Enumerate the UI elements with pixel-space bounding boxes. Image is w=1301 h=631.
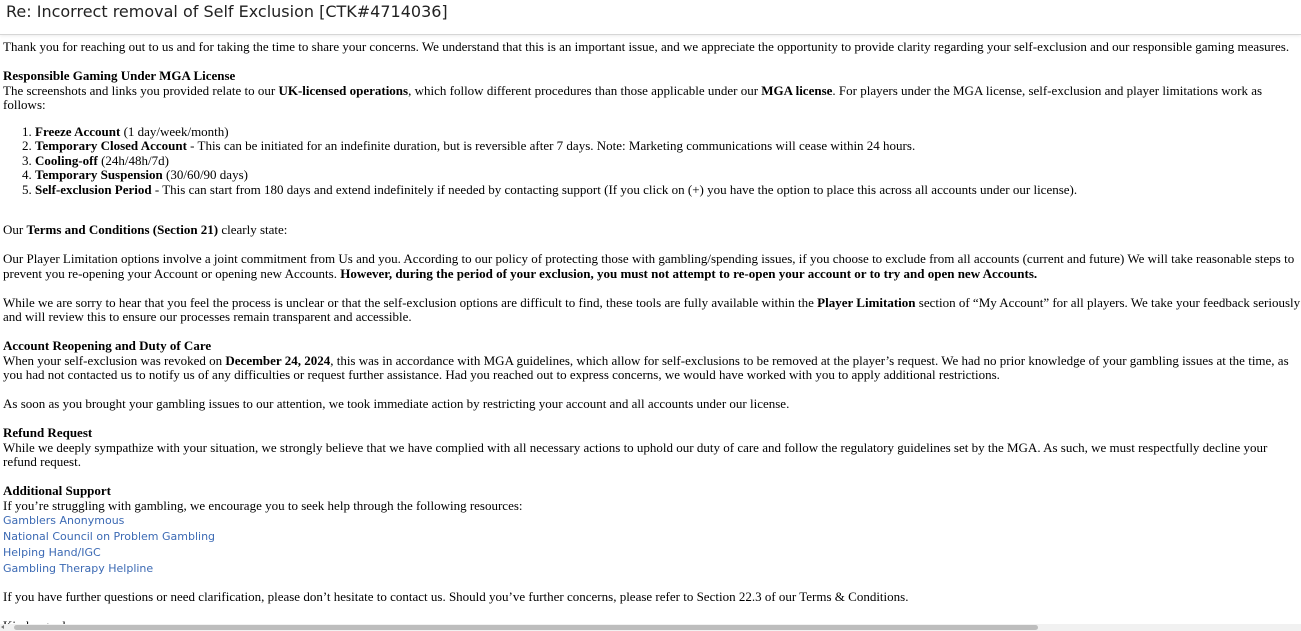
terms-paragraph: Our Terms and Conditions (Section 21) clearly state: bbox=[3, 222, 288, 237]
reopening-paragraph: When your self-exclusion was revoked on December 24, 2024, this was in accordance with MGA guidelines, which allow for self-exclusions to be removed at the player’s request. We had no prior knowledge of your gambling issues at the time, as you had not contacted us to notify us of any difficulties or request further assistance. Had you reached out to express concerns, we would have worked with you to apply additional restrictions. bbox=[3, 352, 1289, 382]
closing-paragraph: If you have further questions or need clarification, please don’t hesitate to contact us. Should you’ve further concerns, please refer to Section 22.3 of our Terms & Conditions. bbox=[3, 589, 909, 604]
link-gamblers-anonymous[interactable]: Gamblers Anonymous bbox=[3, 514, 125, 527]
action-paragraph: As soon as you brought your gambling issues to our attention, we took immediate action by restricting your account and all accounts under our license. bbox=[3, 396, 790, 411]
support-heading: Additional Support bbox=[3, 483, 112, 498]
email-body bbox=[3, 40, 1301, 631]
mga-heading: Responsible Gaming Under MGA License bbox=[3, 68, 236, 83]
refund-paragraph: While we deeply sympathize with your situation, we strongly believe that we have complied with all necessary actions to uphold our duty of care and follow the regulatory guidelines set by the MGA. As such, we must respectfully decline your refund request. bbox=[3, 439, 1268, 469]
link-ncpg[interactable]: National Council on Problem Gambling bbox=[3, 530, 216, 543]
feedback-paragraph: While we are sorry to hear that you feel the process is unclear or that the self-exclusion options are difficult to find, these tools are fully available within the Player Limitation section of “My Account” for all players. We take your feedback seriously and will review this to ensure our processes remain transparent and accessible. bbox=[3, 294, 1301, 324]
list-item: 3. Cooling-off (24h/48h/7d) bbox=[35, 154, 1301, 169]
list-item: 1. Freeze Account (1 day/week/month) bbox=[35, 125, 1301, 140]
email-subject: Re: Incorrect removal of Self Exclusion [CTK#4714036] bbox=[6, 2, 448, 21]
reopening-heading: Account Reopening and Duty of Care bbox=[3, 338, 212, 353]
scroll-left-icon[interactable] bbox=[0, 624, 6, 631]
list-item: 4. Temporary Suspension (30/60/90 days) bbox=[35, 168, 1301, 183]
limitation-list bbox=[3, 125, 1301, 198]
email-header bbox=[0, 0, 1301, 35]
refund-heading: Refund Request bbox=[3, 425, 93, 440]
intro-paragraph: Thank you for reaching out to us and for taking the time to share your concerns. We understand that this is an important issue, and we appreciate the opportunity to provide clarity regarding your self-exclusion and our responsible gaming measures. bbox=[3, 39, 1290, 54]
list-item: 5. Self-exclusion Period - This can start from 180 days and extend indefinitely if needed by contacting support (If you click on (+) you have the option to place this across all accounts under our license). bbox=[35, 183, 1301, 198]
mga-paragraph: The screenshots and links you provided relate to our UK-licensed operations, which follow different procedures than those applicable under our MGA license. For players under the MGA license, self-exclusion and player limitations work as follows: bbox=[3, 82, 1263, 112]
player-limitation-paragraph: Our Player Limitation options involve a joint commitment from Us and you. According to our policy of protecting those with gambling/spending issues, if you choose to exclude from all accounts (current and future) We will take reasonable steps to prevent you re-opening your Account or opening new Accounts. However, during the period of your exclusion, you must not attempt to re-open your account or to try and open new Accounts. bbox=[3, 251, 1295, 281]
support-paragraph: If you’re struggling with gambling, we encourage you to seek help through the following resources: bbox=[3, 497, 523, 513]
list-item: 2. Temporary Closed Account - This can be initiated for an indefinite duration, but is reversible after 7 days. Note: Marketing communications will cease within 24 hours. bbox=[35, 139, 1301, 154]
link-helping-hand[interactable]: Helping Hand/IGC bbox=[3, 546, 101, 559]
horizontal-scrollbar[interactable] bbox=[0, 624, 1301, 631]
scrollbar-thumb[interactable] bbox=[14, 625, 1038, 630]
resource-links bbox=[3, 513, 1301, 577]
link-gambling-therapy[interactable]: Gambling Therapy Helpline bbox=[3, 562, 154, 575]
